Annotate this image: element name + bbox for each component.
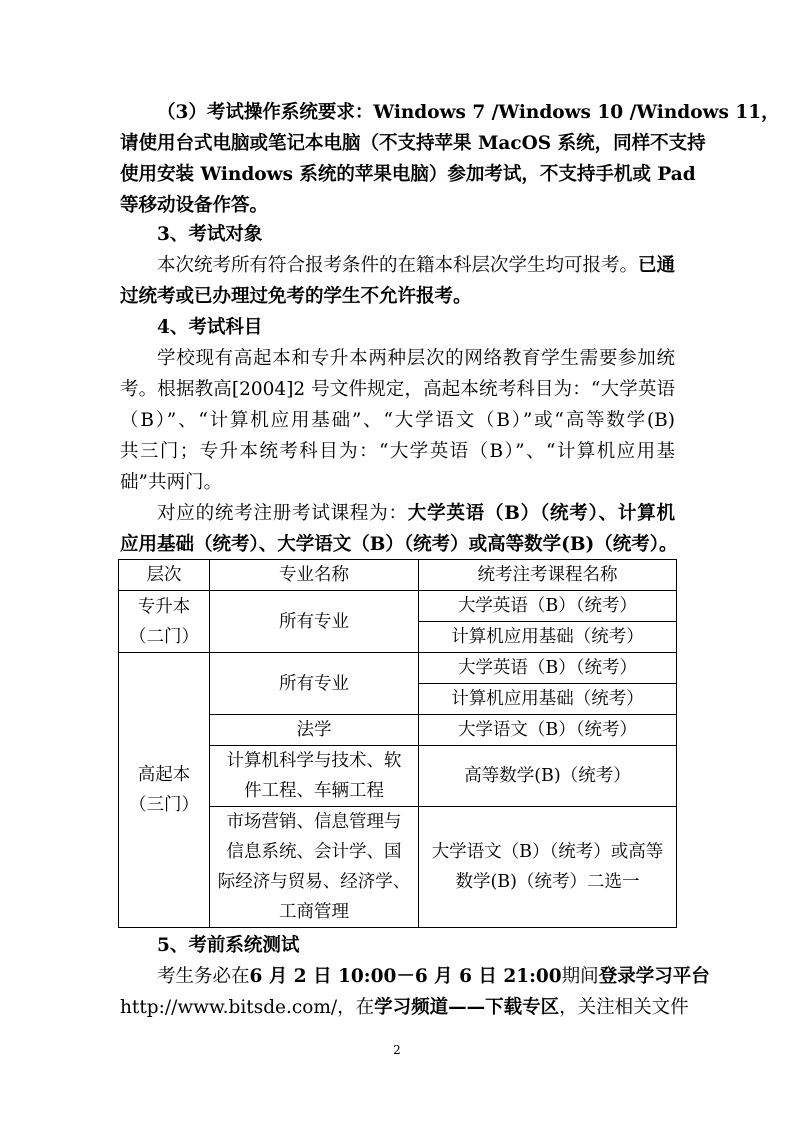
- table-row: [119, 653, 677, 684]
- paragraph-subjects-line-3: （B）”、“计算机应用基础”、“大学语文（B）”或“高等数学(B): [120, 410, 675, 431]
- header-level: 层次: [119, 560, 210, 591]
- course-cell: 计算机应用基础（统考）: [419, 684, 677, 715]
- section-heading-5: 5、考前系统测试: [157, 935, 300, 956]
- course-cell: 计算机应用基础（统考）: [419, 622, 677, 653]
- paragraph-test-text: 期间: [561, 966, 599, 987]
- major-line: 信息系统、会计学、国: [226, 842, 402, 862]
- course-cell: [419, 807, 677, 928]
- section-heading-4: 4、考试科目: [157, 317, 263, 338]
- major-line: 市场营销、信息管理与: [226, 812, 402, 832]
- course-line: 大学语文（B）（统考）或高等: [431, 842, 664, 862]
- major-cell: 法学: [210, 715, 419, 746]
- paragraph-subjects-line-4: 共三门；专升本统考科目为：“大学英语（B）”、“计算机应用基: [120, 441, 675, 462]
- major-cell: 所有专业: [210, 591, 419, 653]
- major-cell: [210, 746, 419, 807]
- paragraph-subjects-line-1: 学校现有高起本和专升本两种层次的网络教育学生需要参加统: [157, 348, 675, 369]
- course-cell: 大学英语（B）（统考）: [419, 653, 677, 684]
- paragraph-courses-bold: 大学英语（B）（统考）、计算机: [407, 503, 675, 524]
- major-cell: [210, 807, 419, 928]
- paragraph-courses-text: 对应的统考注册考试课程为：: [157, 503, 408, 524]
- paragraph-target-line-1: [157, 250, 675, 281]
- paragraph-test-text: ，关注相关文件: [559, 997, 689, 1018]
- paragraph-subjects-line-2: 考。根据教高[2004]2 号文件规定，高起本统考科目为：“大学英语: [120, 379, 675, 400]
- page-number: 2: [393, 1043, 401, 1057]
- paragraph-courses-line-1: [157, 498, 675, 529]
- level-cell-zsb: [119, 591, 210, 653]
- level-count: （二门）: [129, 626, 199, 647]
- table-row: [119, 591, 677, 622]
- paragraph-test-login: 登录学习平台: [598, 966, 710, 987]
- level-label: 专升本: [137, 596, 191, 617]
- download-channel: 学习频道——下载专区: [374, 997, 560, 1018]
- major-line: 件工程、车辆工程: [244, 781, 384, 801]
- course-table: [118, 559, 677, 928]
- header-major: 专业名称: [210, 560, 419, 591]
- paragraph-target-line-2: 过统考或已办理过免考的学生不允许报考。: [120, 286, 472, 307]
- table-header-row: [119, 560, 677, 591]
- major-line: 际经济与贸易、经济学、: [217, 872, 411, 892]
- major-line: 工商管理: [279, 902, 349, 922]
- major-cell: 所有专业: [210, 653, 419, 715]
- paragraph-os-line-2: 请使用台式电脑或笔记本电脑（不支持苹果 MacOS 系统，同样不支持: [120, 133, 706, 154]
- course-cell: 大学语文（B）（统考）: [419, 715, 677, 746]
- paragraph-courses-line-2: 应用基础（统考）、大学语文（B）（统考）或高等数学(B)（统考）。: [120, 534, 678, 555]
- paragraph-subjects-line-5: 础”共两门。: [120, 472, 222, 493]
- platform-url: http://www.bitsde.com/，在: [120, 997, 375, 1018]
- paragraph-os-line-4: 等移动设备作答。: [120, 195, 269, 216]
- major-line: 计算机科学与技术、软: [226, 751, 402, 771]
- level-cell-gqb: [119, 653, 210, 928]
- course-line: 数学(B)（统考）二选一: [455, 872, 640, 892]
- paragraph-test-date: 6 月 2 日 10:00－6 月 6 日 21:00: [249, 966, 562, 987]
- level-count: （三门）: [129, 795, 199, 815]
- paragraph-target-text: 本次统考所有符合报考条件的在籍本科层次学生均可报考。: [157, 255, 639, 276]
- paragraph-test-text: 考生务必在: [157, 966, 250, 987]
- course-cell: 高等数学(B)（统考）: [419, 746, 677, 807]
- level-label: 高起本: [137, 765, 191, 785]
- section-heading-3: 3、考试对象: [157, 224, 263, 245]
- paragraph-os-line-3: 使用安装 Windows 系统的苹果电脑）参加考试，不支持手机或 Pad: [120, 164, 696, 185]
- course-cell: 大学英语（B）（统考）: [419, 591, 677, 622]
- paragraph-target-bold: 已通: [638, 255, 676, 276]
- paragraph-os-line-1: （3）考试操作系统要求：Windows 7 /Windows 10 /Windows 11，: [157, 102, 780, 123]
- header-course: 统考注考课程名称: [419, 560, 677, 591]
- paragraph-test-line-2: [120, 992, 689, 1023]
- paragraph-test-line-1: [157, 961, 710, 992]
